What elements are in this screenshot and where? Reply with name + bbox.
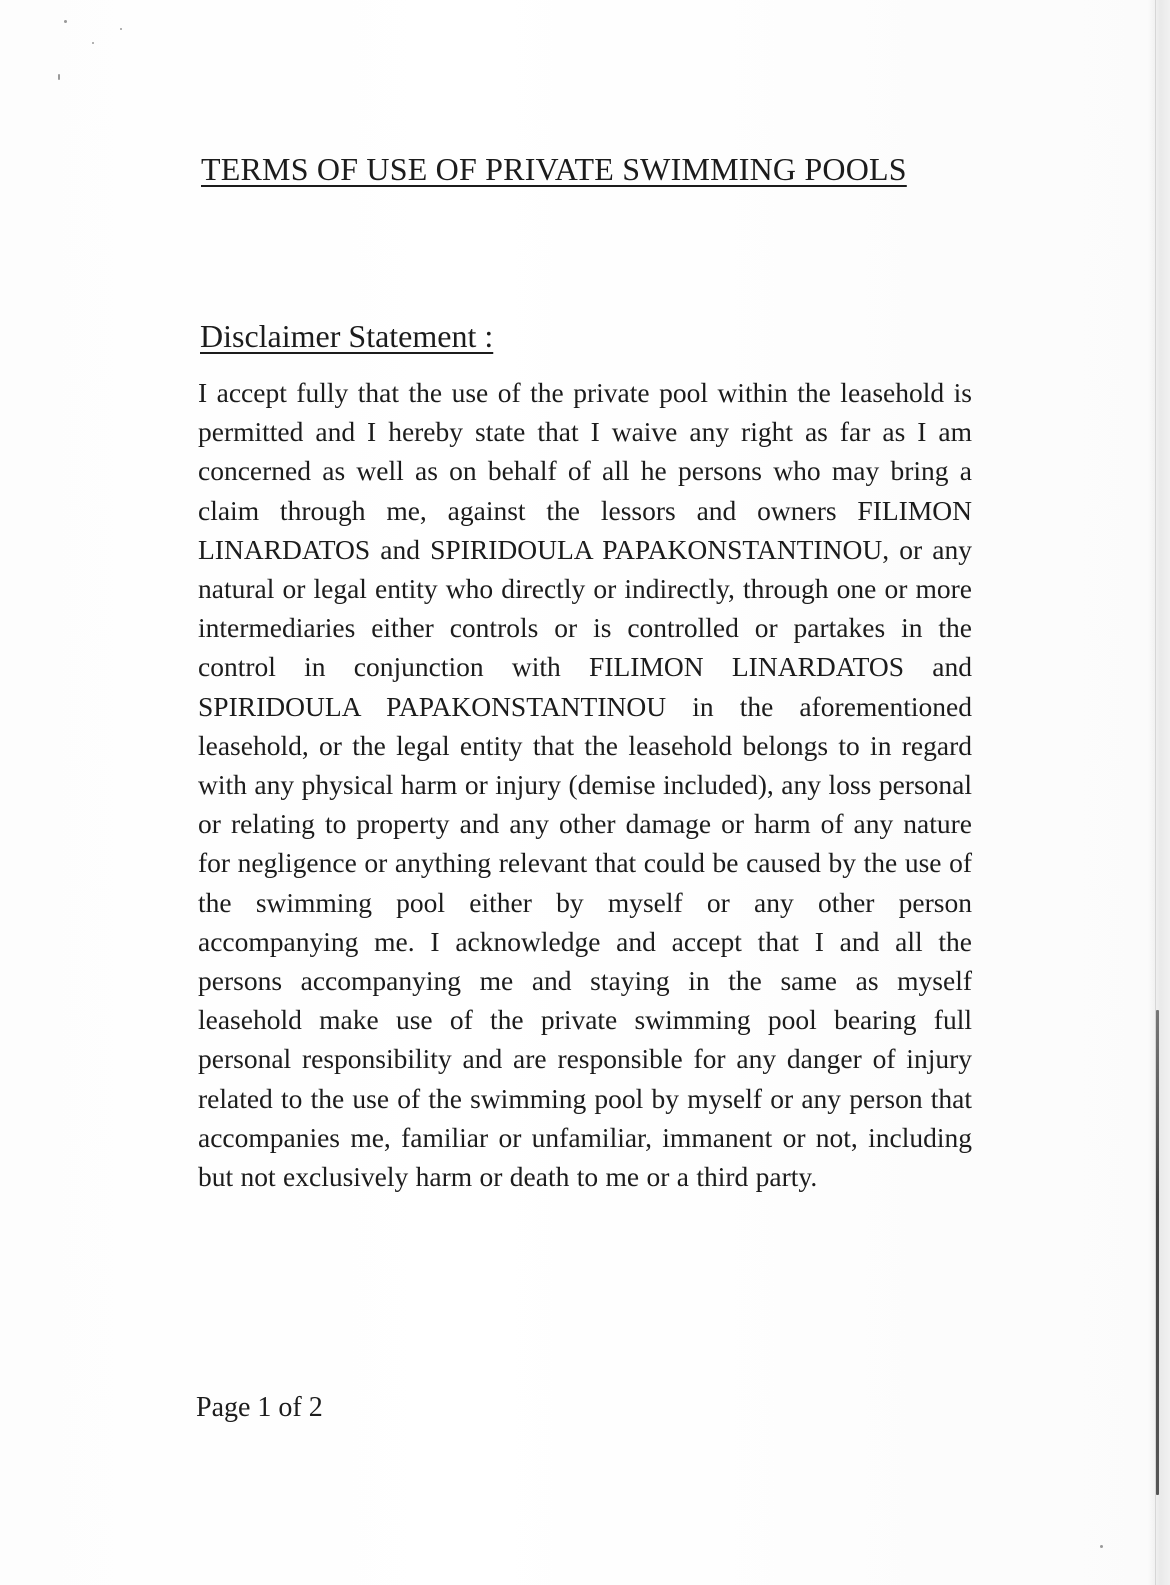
- scan-speck: [58, 74, 60, 80]
- document-title: [201, 146, 973, 193]
- scan-speck: [1100, 1545, 1103, 1548]
- disclaimer-paragraph: I accept fully that the use of the private pool within the leasehold is permitted and I hereby state that I waive any right as far as I am concerned as well as on behalf of all he persons who may bring a claim through me, against the lessors and owners FILIMON LINARDATOS and SPIRIDOULA PAPAKONSTANTINOU, or any natural or legal entity who directly or indirectly, through one or more intermediaries either controls or is controlled or partakes in the control in conjunction with FILIMON LINARDATOS and SPIRIDOULA PAPAKONSTANTINOU in the aforementioned leasehold, or the legal entity that the leasehold belongs to in regard with any physical harm or injury (demise included), any loss personal or relating to property and any other damage or harm of any nature for negligence or anything relevant that could be caused by the use of the swimming pool either by myself or any other person accompanying me. I acknowledge and accept that I and all the persons accompanying me and staying in the same as myself leasehold make use of the private swimming pool bearing full personal responsibility and are responsible for any danger of injury related to the use of the swimming pool by myself or any person that accompanies me, familiar or unfamiliar, immanent or not, including but not exclusively harm or death to me or a third party.: [198, 377, 972, 1193]
- scan-speck: [120, 28, 122, 30]
- page-number: Page 1 of 2: [196, 1392, 323, 1423]
- body-block: [198, 373, 972, 1196]
- section-heading-block: [200, 316, 493, 356]
- section-heading: [200, 316, 493, 356]
- page-edge-shadow: [1148, 0, 1170, 1585]
- document-title-text: TERMS OF USE OF PRIVATE SWIMMING POOLS: [201, 151, 907, 187]
- scan-speck: [92, 42, 94, 44]
- scan-speck: [64, 20, 67, 23]
- title-block: [201, 146, 973, 193]
- section-heading-text: Disclaimer Statement :: [200, 318, 494, 354]
- binding-edge-mark: [1156, 1010, 1159, 1495]
- footer-block: [196, 1390, 323, 1426]
